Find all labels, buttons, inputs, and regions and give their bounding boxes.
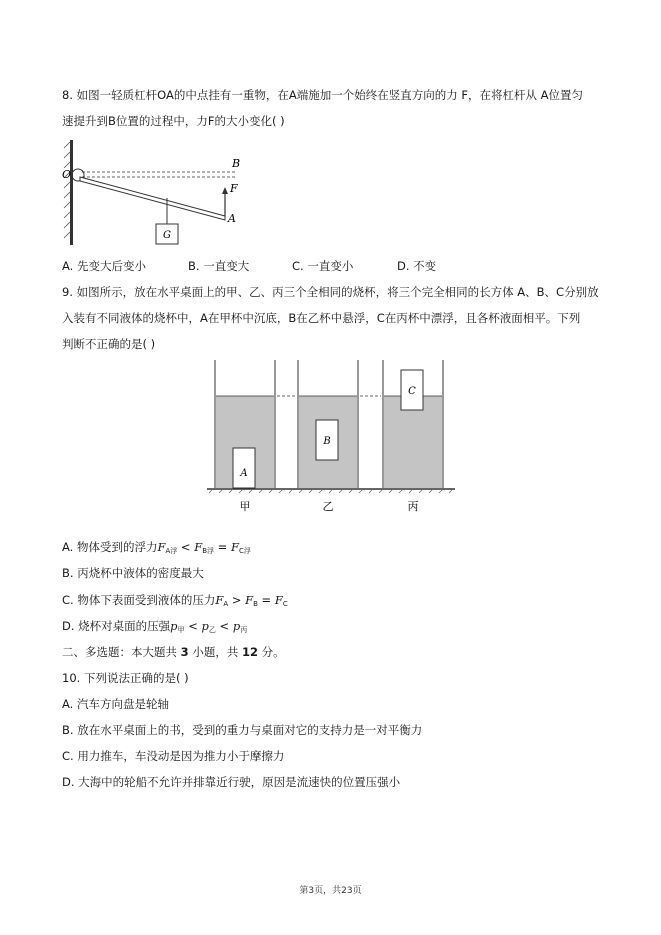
label-block-a: A [240, 468, 248, 479]
q9-option-d-sub1: 甲 [177, 626, 185, 634]
section-2-suffix: 分。 [258, 645, 285, 659]
force-arrow-head [222, 187, 228, 194]
q9-option-d-symbol1: p [170, 619, 178, 633]
q9-option-c-sub2: B [253, 600, 258, 608]
q9-option-d-text: D. 烧杯对桌面的压强 [62, 619, 171, 633]
q9-option-a-sub3: C浮 [238, 547, 251, 555]
label-o: O [62, 168, 72, 181]
lever-figure [60, 140, 260, 250]
q9-option-c-symbol3: F [274, 593, 283, 607]
section-2-score: 12 [241, 645, 258, 659]
q8-stem-line1: 8. 如图一轻质杠杆OA的中点挂有一重物，在A端施加一个始终在竖直方向的力 F，在将杠杆从 A位置匀 [62, 88, 583, 102]
q9-option-c-text: C. 物体下表面受到液体的压力 [62, 593, 216, 607]
q9-option-a-sub1: A浮 [165, 547, 178, 555]
q9-option-c-op1: > [228, 593, 246, 607]
label-f: F [230, 182, 238, 195]
q9-option-d-symbol3: p [232, 619, 241, 633]
q10-option-c[interactable]: C. 用力推车，车没动是因为推力小于摩擦力 [62, 749, 285, 763]
q9-stem-line2: 入装有不同液体的烧杯中，A在甲杯中沉底，B在乙杯中悬浮，C在丙杯中漂浮，且各杯液面相平。下列 [62, 311, 581, 325]
q10-option-d[interactable]: D. 大海中的轮船不允许并排靠近行驶，原因是流速快的位置压强小 [62, 775, 401, 789]
page-footer: 第3页，共23页 [299, 886, 362, 896]
q9-option-a-text: A. 物体受到的浮力 [62, 540, 158, 554]
beaker-label-yi: 乙 [322, 500, 334, 513]
q9-option-d-sub2: 乙 [208, 626, 216, 634]
section-2-prefix: 二、多选题：本大题共 [62, 645, 181, 659]
q9-option-c-symbol2: F [245, 593, 254, 607]
q10-option-b[interactable]: B. 放在水平桌面上的书，受到的重力与桌面对它的支持力是一对平衡力 [62, 723, 423, 737]
q9-option-d-op1: < [184, 619, 202, 633]
q9-option-c-sub3: C [282, 600, 288, 608]
q9-option-a-symbol2: F [194, 540, 203, 554]
q8-options [62, 258, 622, 274]
q8-option-b[interactable]: B. 一直变大 [188, 259, 250, 273]
q8-option-a[interactable]: A. 先变大后变小 [62, 259, 146, 273]
q8-stem-line2: 速提升到B位置的过程中，力F的大小变化( ) [62, 114, 285, 128]
label-block-b: B [323, 436, 331, 447]
q9-option-d-symbol2: p [201, 619, 209, 633]
q9-option-c-symbol1: F [215, 593, 224, 607]
q9-option-a[interactable] [62, 539, 251, 559]
q9-option-a-symbol3: F [230, 540, 239, 554]
beaker-label-jia: 甲 [239, 500, 251, 513]
beaker-label-bing: 丙 [407, 500, 419, 513]
q9-stem-line3: 判断不正确的是( ) [62, 337, 156, 351]
q9-stem-line1: 9. 如图所示，放在水平桌面上的甲、乙、丙三个全相同的烧杯，将三个完全相同的长方体 A、B、C分别放 [62, 285, 599, 299]
label-g: G [163, 230, 171, 241]
label-block-c: C [408, 386, 416, 397]
q10-stem: 10. 下列说法正确的是( ) [62, 671, 189, 685]
q9-option-c-sub1: A [223, 600, 229, 608]
q9-option-b[interactable]: B. 丙烧杯中液体的密度最大 [62, 566, 204, 580]
lever-oa [80, 177, 225, 220]
q9-option-a-sub2: B浮 [202, 547, 215, 555]
label-a: A [228, 212, 236, 225]
wall-hatching [64, 142, 70, 238]
q9-option-d-sub3: 丙 [240, 626, 248, 634]
wall [70, 140, 73, 245]
q9-option-a-op1: < [177, 540, 195, 554]
q9-option-a-op2: = [214, 540, 231, 554]
q8-option-c[interactable]: C. 一直变小 [292, 259, 354, 273]
section-2-mid: 小题，共 [188, 645, 242, 659]
q10-option-a[interactable]: A. 汽车方向盘是轮轴 [62, 697, 169, 711]
q9-option-a-symbol1: F [157, 540, 166, 554]
beakers-figure [205, 358, 465, 518]
q9-option-c[interactable] [62, 592, 288, 612]
q8-option-d[interactable]: D. 不变 [397, 259, 437, 273]
q9-option-d[interactable] [62, 618, 247, 638]
section-2-header [62, 644, 285, 660]
label-b: B [232, 157, 241, 170]
section-2-count: 3 [180, 645, 189, 659]
q9-option-c-op2: = [257, 593, 275, 607]
q9-option-d-op2: < [215, 619, 233, 633]
